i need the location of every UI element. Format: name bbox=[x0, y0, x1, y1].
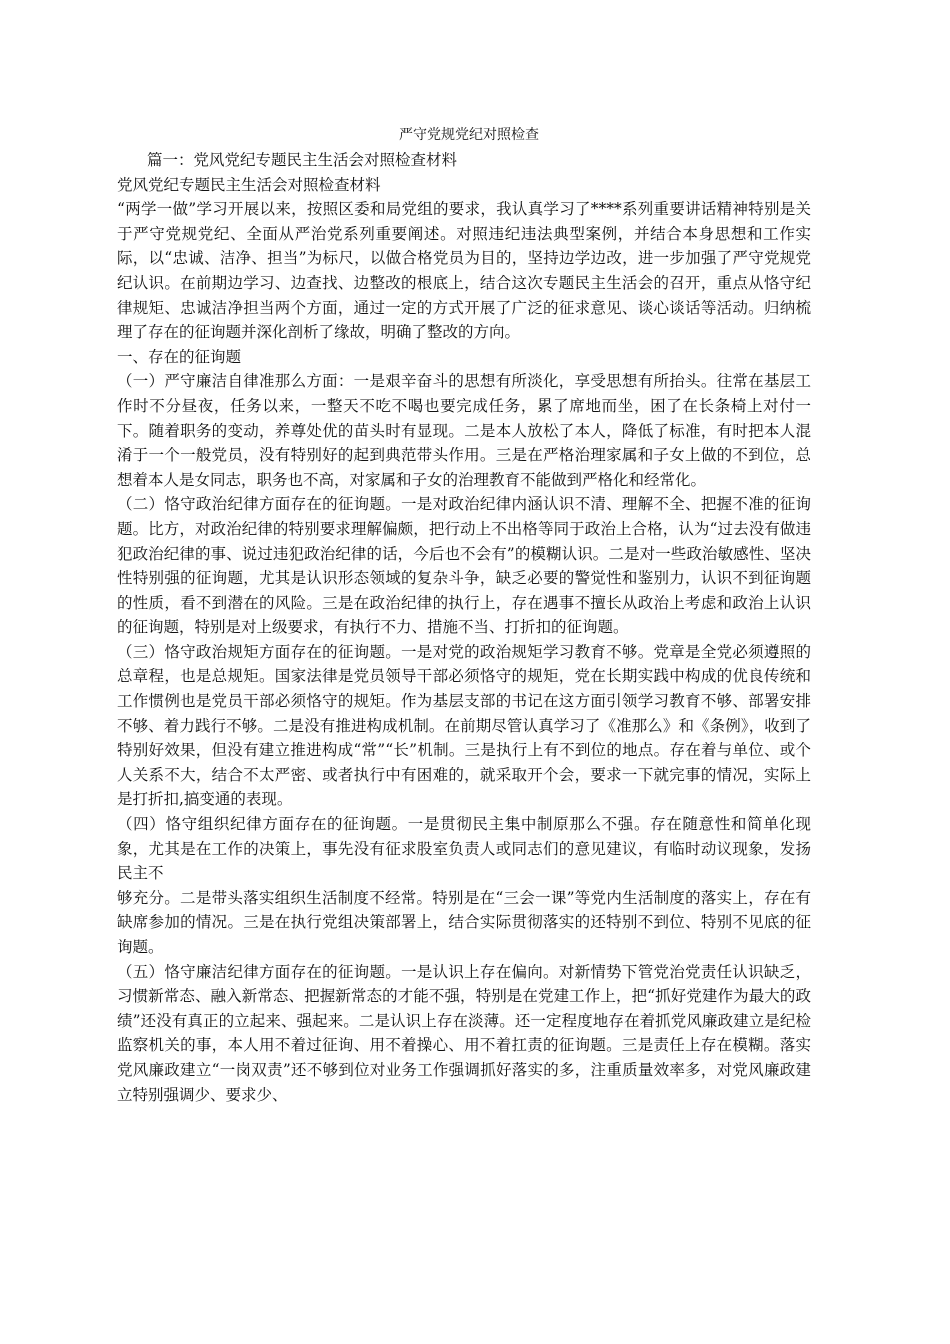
item-paragraph-3: （三）恪守政治规矩方面存在的征询题。一是对党的政治规矩学习教育不够。党章是全党必须遵照的总章程，也是总规矩。国家法律是党员领导干部必须恪守的规矩，党在长期实践中构成的优良传统和工作惯例也是党员干部必须恪守的规矩。作为基层支部的书记在这方面引领学习教育不够、部署安排不够、着力践行不够。二是没有推进构成机制。在前期尽管认真学习了《准那么》和《条例》，收到了特别好效果，但没有建立推进构成“常”“长”机制。三是执行上有不到位的地点。存在着与单位、或个人关系不大，结合不太严密、或者执行中有困难的，就采取开个会，要求一下就完事的情况，实际上是打折扣,搞变通的表现。 bbox=[117, 642, 811, 809]
document-title: 严守党规党纪对照检查 bbox=[399, 127, 539, 143]
subtitle-article-one: 篇一：党风党纪专题民主生活会对照检查材料 bbox=[147, 151, 458, 169]
section-heading: 一、存在的征询题 bbox=[117, 347, 242, 366]
item-paragraph-2: （二）恪守政治纪律方面存在的征询题。一是对政治纪律内涵认识不清、理解不全、把握不准的征询题。比方，对政治纪律的特别要求理解偏颇，把行动上不出格等同于政治上合格，认为“过去没有做违犯政治纪律的事、说过违犯政治纪律的话，今后也不会有”的模糊认识。二是对一些政治敏感性、坚决性特别强的征询题，尤其是认识形态领域的复杂斗争，缺乏必要的警觉性和鉴别力，认识不到征询题的性质，看不到潜在的风险。三是在政治纪律的执行上，存在遇事不擅长从政治上考虑和政治上认识的征询题，特别是对上级要求，有执行不力、措施不当、打折扣的征询题。 bbox=[117, 495, 811, 637]
item-paragraph-4-continued: 够充分。二是带头落实组织生活制度不经常。特别是在“三会一课”等党内生活制度的落实上，存在有缺席参加的情况。三是在执行党组决策部署上，结合实际贯彻落实的还特别不到位、特别不见底的征询题。 bbox=[117, 888, 811, 956]
item-paragraph-1: （一）严守廉洁自律准那么方面：一是艰辛奋斗的思想有所淡化，享受思想有所抬头。往常在基层工作时不分昼夜，任务以来，一整天不吃不喝也要完成任务，累了席地而坐，困了在长条椅上对付一下。随着职务的变动，养尊处优的苗头时有显现。二是本人放松了本人，降低了标准，有时把本人混淆于一个一般党员，没有特别好的起到典范带头作用。三是在严格治理家属和子女上做的不到位，总想着本人是女同志，职务也不高，对家属和子女的治理教育不能做到严格化和经常化。 bbox=[117, 372, 811, 489]
item-paragraph-4: （四）恪守组织纪律方面存在的征询题。一是贯彻民主集中制原那么不强。存在随意性和简单化现象，尤其是在工作的决策上，事先没有征求股室负责人或同志们的意见建议，有临时动议现象，发扬民主不 bbox=[117, 815, 811, 883]
subtitle-material: 党风党纪专题民主生活会对照检查材料 bbox=[117, 175, 381, 194]
intro-paragraph: “两学一做”学习开展以来，按照区委和局党组的要求，我认真学习了****系列重要讲话精神特别是关于严守党规党纪、全面从严治党系列重要阐述。对照违纪违法典型案例，并结合本身思想和工作实际，以“忠诚、洁净、担当”为标尺，以做合格党员为目的，坚持边学边改，进一步加强了严守党规党纪认识。在前期边学习、边查找、边整改的根底上，结合这次专题民主生活会的召开，重点从恪守纪律规矩、忠诚洁净担当两个方面，通过一定的方式开展了广泛的征求意见、谈心谈话等活动。归纳梳理了存在的征询题并深化剖析了缘故，明确了整改的方向。 bbox=[117, 200, 811, 342]
document-page bbox=[117, 124, 811, 1107]
item-paragraph-5: （五）恪守廉洁纪律方面存在的征询题。一是认识上存在偏向。对新情势下管党治党责任认识缺乏，习惯新常态、融入新常态、把握新常态的才能不强，特别是在党建工作上，把“抓好党建作为最大的政绩”还没有真正的立起来、强起来。二是认识上存在淡薄。还一定程度地存在着抓党风廉政建立是纪检监察机关的事，本人用不着过征询、用不着操心、用不着扛责的征询题。三是责任上存在模糊。落实党风廉政建立“一岗双责”还不够到位对业务工作强调抓好落实的多，注重质量效率多，对党风廉政建立特别强调少、要求少、 bbox=[117, 962, 811, 1104]
